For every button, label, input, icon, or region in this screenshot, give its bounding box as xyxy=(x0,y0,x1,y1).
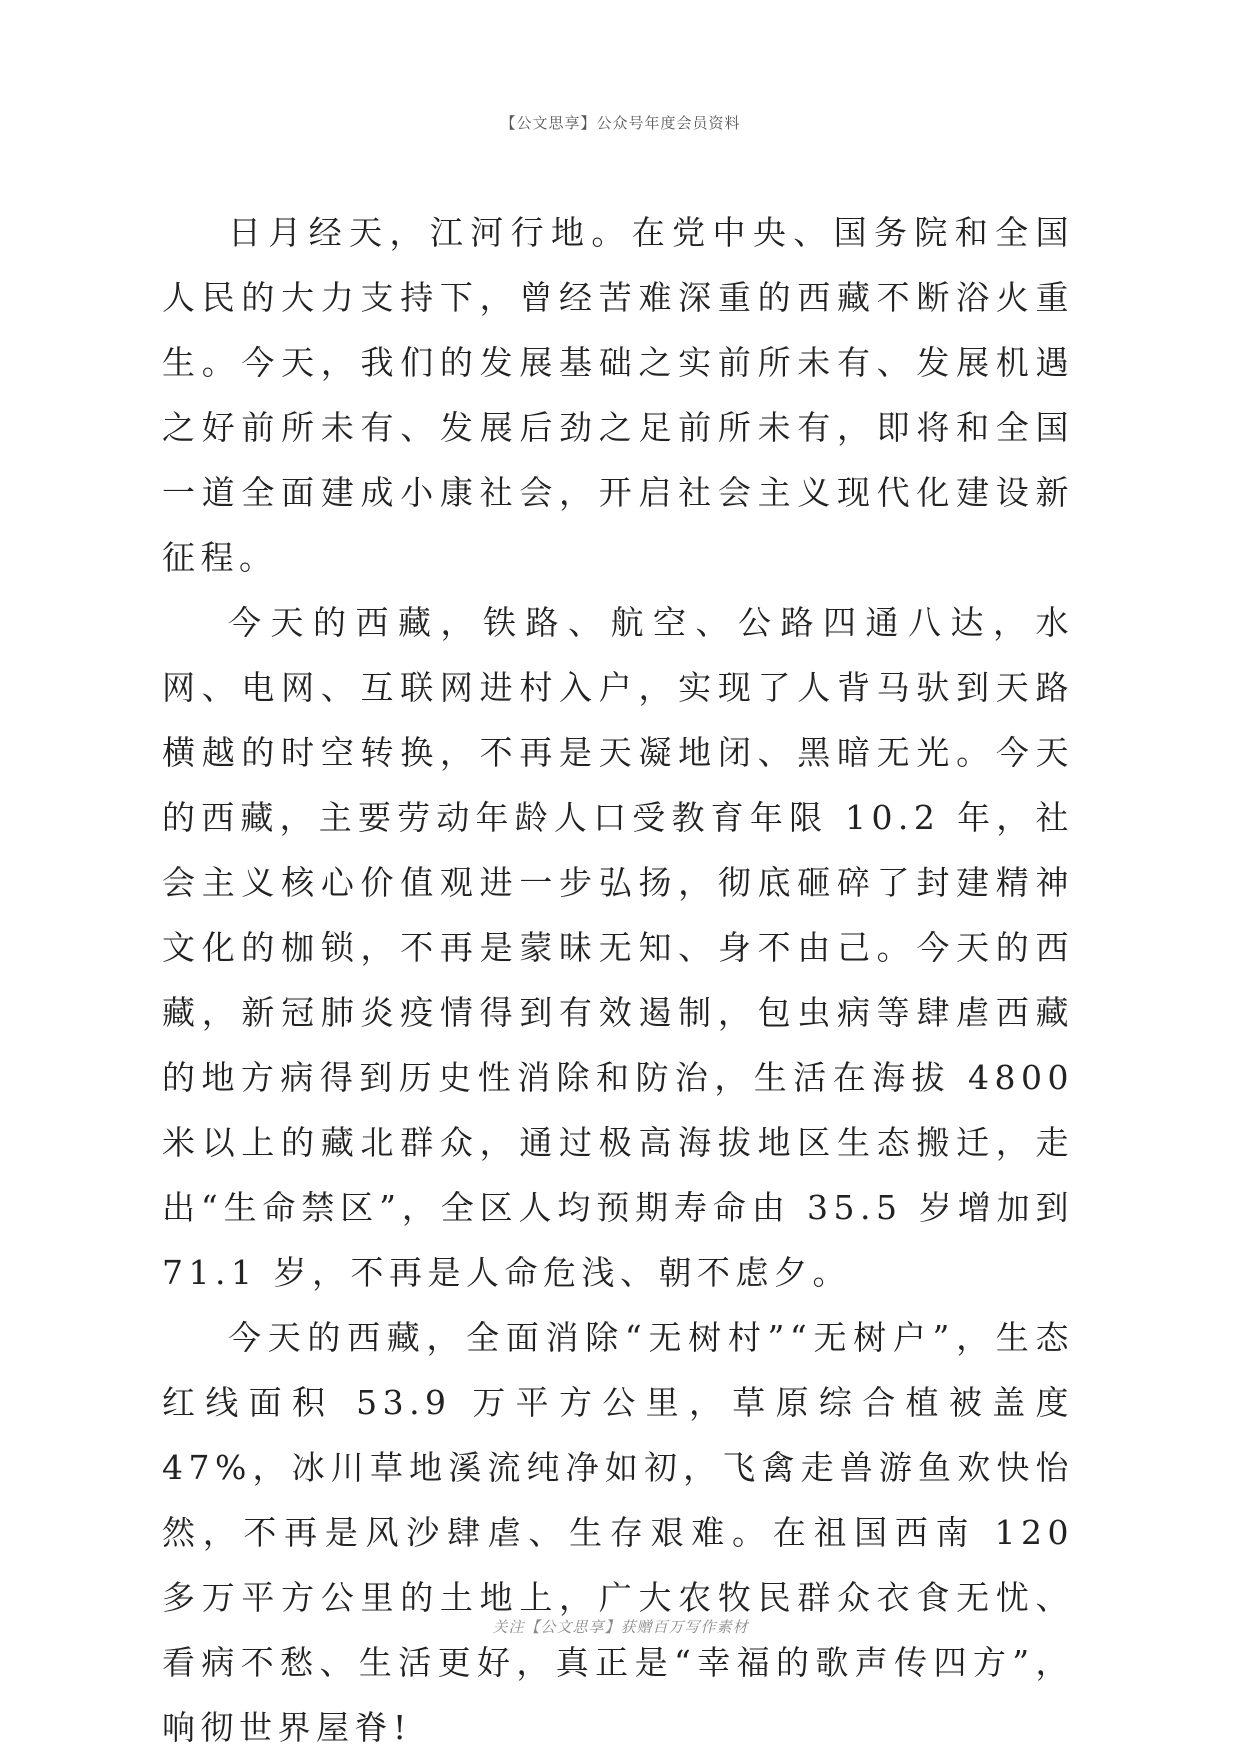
paragraph-1: 日月经天，江河行地。在党中央、国务院和全国人民的大力支持下，曾经苦难深重的西藏不断浴火重生。今天，我们的发展基础之实前所未有、发展机遇之好前所未有、发展后劲之足前所未有，即将和全国一道全面建成小康社会，开启社会主义现代化建设新征程。 xyxy=(162,213,1074,577)
paragraph-2: 今天的西藏，铁路、航空、公路四通八达，水网、电网、互联网进村入户，实现了人背马驮到天路横越的时空转换，不再是天凝地闭、黑暗无光。今天的西藏，主要劳动年龄人口受教育年限 10.2 年，社会主义核心价值观进一步弘扬，彻底砸碎了封建精神文化的枷锁，不再是蒙昧无知、身不由己。今天的西藏，新冠肺炎疫情得到有效遏制，包虫病等肆虐西藏的地方病得到历史性消除和防治，生活在海拔 4800 米以上的藏北群众，通过极高海拔地区生态搬迁，走出“生命禁区”，全区人均预期寿命由 35.5 岁增加到 71.1 岁，不再是人命危浅、朝不虑夕。 xyxy=(162,603,1074,1292)
paragraph-3: 今天的西藏，全面消除“无树村”“无树户”，生态红线面积 53.9 万平方公里，草原综合植被盖度 47%，冰川草地溪流纯净如初，飞禽走兽游鱼欢快怡然，不再是风沙肆虐、生存艰难。在祖国西南 120 多万平方公里的土地上，广大农牧民群众衣食无忧、看病不愁、生活更好，真正是“幸福的歌声传四方”，响彻世界屋脊! xyxy=(162,1318,1074,1747)
body-text xyxy=(162,200,1074,1760)
running-footer: 关注【公文思享】获赠百万写作素材 xyxy=(492,1618,749,1636)
running-header: 【公文思享】公众号年度会员资料 xyxy=(500,114,741,132)
